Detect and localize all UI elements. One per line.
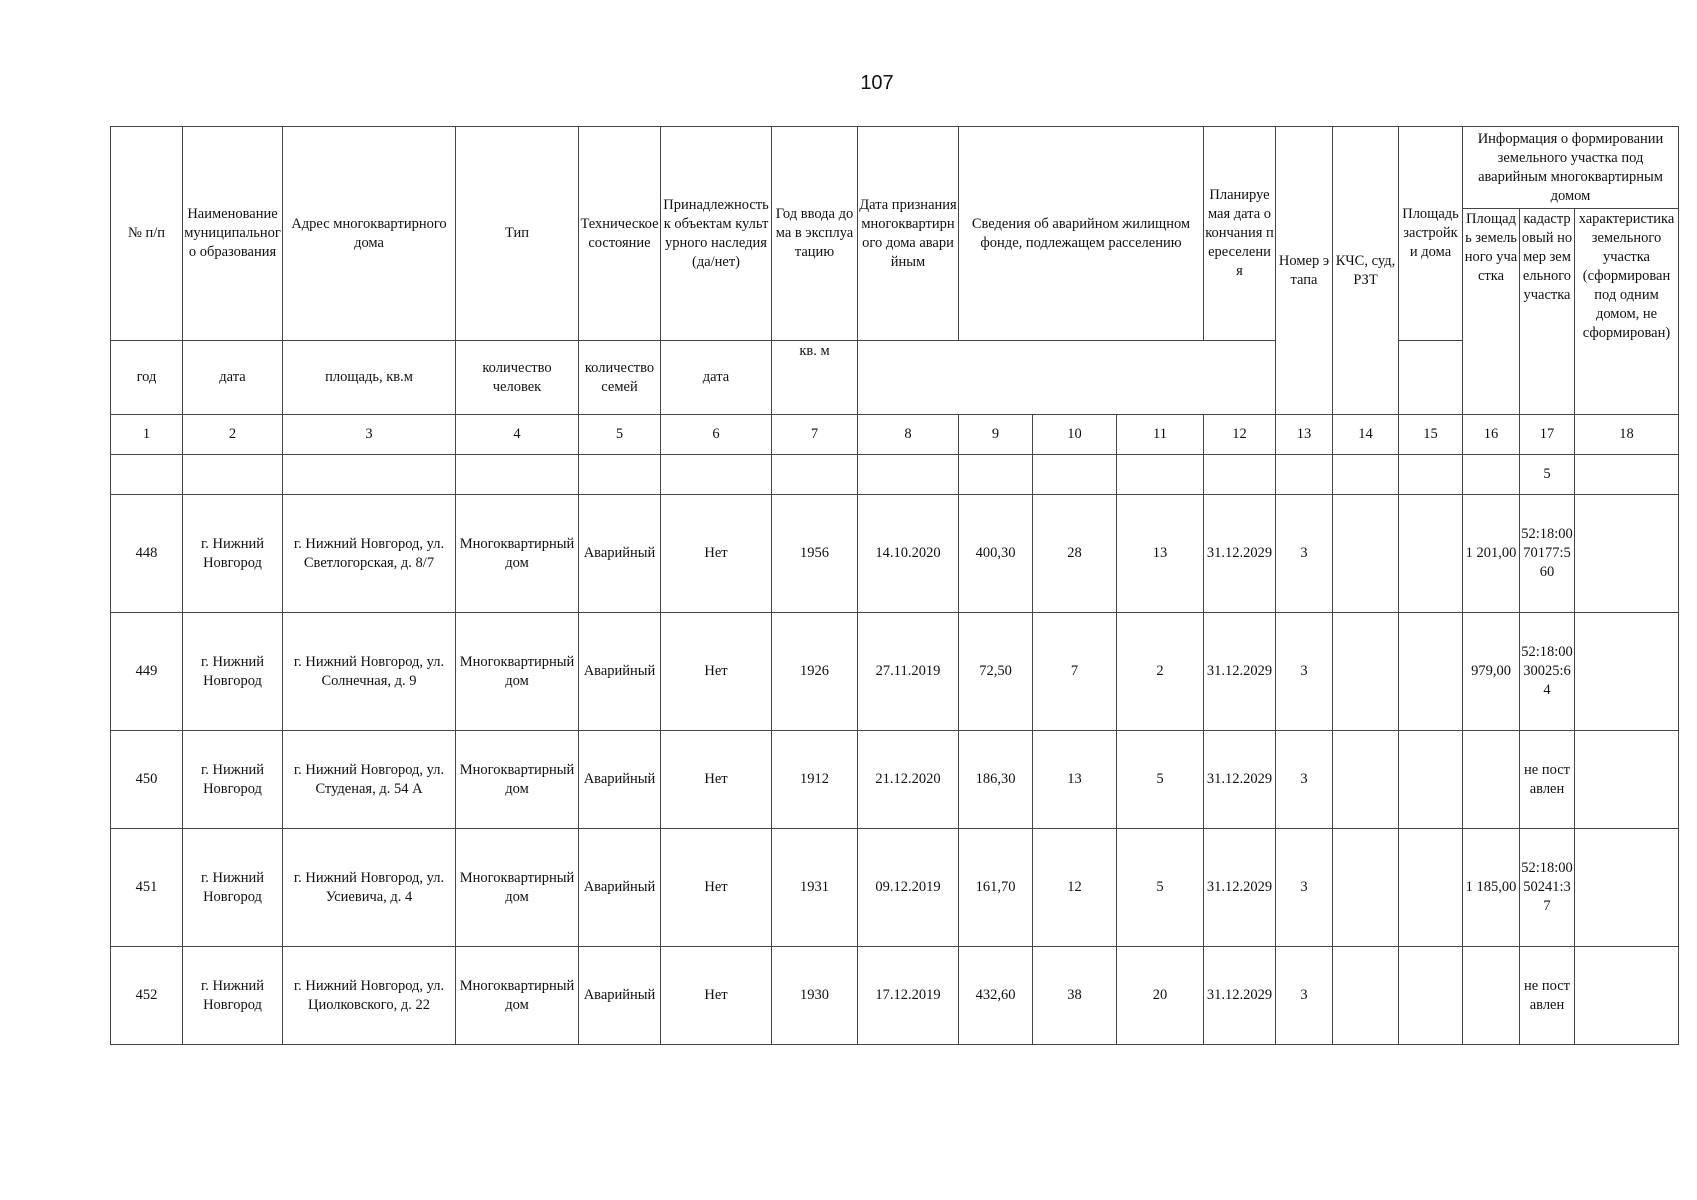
column-number: 15 — [1399, 415, 1463, 455]
header-c8: Дата признания многоквартирного дома аварийным — [858, 127, 959, 341]
column-number: 17 — [1520, 415, 1575, 455]
cell-year: 1956 — [772, 495, 858, 613]
cell-char — [1575, 731, 1679, 829]
cell-n: 450 — [111, 731, 183, 829]
header-group-16-18: Информация о формировании земельного участка под аварийным многоквартирным домом — [1463, 127, 1679, 209]
column-number: 16 — [1463, 415, 1520, 455]
cont-cell — [1333, 455, 1399, 495]
table-row — [111, 613, 1679, 731]
cont-cell — [579, 455, 661, 495]
cell-date: 17.12.2019 — [858, 947, 959, 1045]
cell-stage: 3 — [1276, 495, 1333, 613]
header-group-9-11: Сведения об аварийном жилищном фонде, подлежащем расселению — [959, 127, 1204, 341]
cell-families: 13 — [1117, 495, 1204, 613]
cell-area: 72,50 — [959, 613, 1033, 731]
cell-type: Многоквартирный дом — [456, 731, 579, 829]
cell-year: 1930 — [772, 947, 858, 1045]
header-u7: год — [111, 341, 183, 415]
cell-n: 451 — [111, 829, 183, 947]
column-number: 4 — [456, 415, 579, 455]
cell-families: 5 — [1117, 731, 1204, 829]
cell-addr: г. Нижний Новгород, ул. Студеная, д. 54 А — [283, 731, 456, 829]
cell-cadastre: 52:18:0050241:37 — [1520, 829, 1575, 947]
column-number: 12 — [1204, 415, 1276, 455]
header-c4: Тип — [456, 127, 579, 341]
cell-build-area — [1399, 829, 1463, 947]
cell-plan: 31.12.2029 — [1204, 947, 1276, 1045]
header-c5: Техническое состояние — [579, 127, 661, 341]
cell-stage: 3 — [1276, 947, 1333, 1045]
header-row-1 — [111, 127, 1679, 209]
page-number: 107 — [860, 72, 894, 94]
cell-plan: 31.12.2029 — [1204, 613, 1276, 731]
column-number: 8 — [858, 415, 959, 455]
cont-cell — [1399, 455, 1463, 495]
cell-year: 1931 — [772, 829, 858, 947]
cont-cell — [1117, 455, 1204, 495]
header-c15: Площадь застройки дома — [1399, 127, 1463, 341]
cell-heritage: Нет — [661, 829, 772, 947]
column-number: 5 — [579, 415, 661, 455]
table-row — [111, 495, 1679, 613]
cell-build-area — [1399, 947, 1463, 1045]
cell-plan: 31.12.2029 — [1204, 829, 1276, 947]
column-number: 13 — [1276, 415, 1333, 455]
cell-type: Многоквартирный дом — [456, 829, 579, 947]
header-c1: № п/п — [111, 127, 183, 341]
column-number: 18 — [1575, 415, 1679, 455]
header-row-3 — [111, 341, 1679, 415]
header-u11: количество семей — [579, 341, 661, 415]
cont-cell — [283, 455, 456, 495]
cell-area: 186,30 — [959, 731, 1033, 829]
cont-cell — [772, 455, 858, 495]
table-row — [111, 829, 1679, 947]
cont-cadastre: 5 — [1520, 455, 1575, 495]
header-c17: кадастровый номер земельного участка — [1520, 209, 1575, 415]
cont-cell — [456, 455, 579, 495]
cell-kchs — [1333, 947, 1399, 1045]
column-number: 10 — [1033, 415, 1117, 455]
column-number: 1 — [111, 415, 183, 455]
data-rows — [111, 495, 1679, 1045]
cell-land-area: 1 201,00 — [1463, 495, 1520, 613]
cell-people: 7 — [1033, 613, 1117, 731]
cell-people: 28 — [1033, 495, 1117, 613]
table-row — [111, 731, 1679, 829]
cell-state: Аварийный — [579, 495, 661, 613]
cell-kchs — [1333, 731, 1399, 829]
cell-people: 38 — [1033, 947, 1117, 1045]
column-numbers-row — [111, 415, 1679, 455]
cell-state: Аварийный — [579, 947, 661, 1045]
header-c3: Адрес многоквартирного дома — [283, 127, 456, 341]
cell-addr: г. Нижний Новгород, ул. Циолковского, д. 22 — [283, 947, 456, 1045]
cell-plan: 31.12.2029 — [1204, 731, 1276, 829]
cell-mun: г. Нижний Новгород — [183, 495, 283, 613]
cell-land-area: 979,00 — [1463, 613, 1520, 731]
cell-plan: 31.12.2029 — [1204, 495, 1276, 613]
cell-kchs — [1333, 613, 1399, 731]
cell-stage: 3 — [1276, 613, 1333, 731]
cell-heritage: Нет — [661, 495, 772, 613]
column-number: 14 — [1333, 415, 1399, 455]
cell-cadastre: не поставлен — [1520, 947, 1575, 1045]
cont-cell — [661, 455, 772, 495]
cont-cell — [959, 455, 1033, 495]
cell-char — [1575, 613, 1679, 731]
column-number: 2 — [183, 415, 283, 455]
cont-cell — [183, 455, 283, 495]
header-u10: количество человек — [456, 341, 579, 415]
cell-heritage: Нет — [661, 731, 772, 829]
cont-cell — [1204, 455, 1276, 495]
cell-date: 09.12.2019 — [858, 829, 959, 947]
continuation-row — [111, 455, 1679, 495]
cell-date: 14.10.2020 — [858, 495, 959, 613]
header-c13: Номер этапа — [1276, 127, 1333, 415]
header-u15: кв. м — [772, 341, 858, 415]
cell-type: Многоквартирный дом — [456, 947, 579, 1045]
cell-mun: г. Нижний Новгород — [183, 731, 283, 829]
cell-kchs — [1333, 829, 1399, 947]
cell-build-area — [1399, 731, 1463, 829]
cell-build-area — [1399, 495, 1463, 613]
cont-cell — [1276, 455, 1333, 495]
cell-mun: г. Нижний Новгород — [183, 613, 283, 731]
emergency-housing-table — [110, 126, 1679, 1045]
cell-families: 20 — [1117, 947, 1204, 1045]
cell-cadastre: 52:18:0030025:64 — [1520, 613, 1575, 731]
cell-char — [1575, 947, 1679, 1045]
cell-heritage: Нет — [661, 613, 772, 731]
cell-families: 5 — [1117, 829, 1204, 947]
header-u12: дата — [661, 341, 772, 415]
cell-year: 1912 — [772, 731, 858, 829]
cont-cell — [111, 455, 183, 495]
header-u9: площадь, кв.м — [283, 341, 456, 415]
cell-people: 13 — [1033, 731, 1117, 829]
header-c6: Принадлежность к объектам культурного наследия (да/нет) — [661, 127, 772, 341]
header-u8: дата — [183, 341, 283, 415]
cell-date: 21.12.2020 — [858, 731, 959, 829]
cell-stage: 3 — [1276, 829, 1333, 947]
cell-area: 161,70 — [959, 829, 1033, 947]
header-c18: характеристика земельного участка (сформирован под одним домом, не сформирован) — [1575, 209, 1679, 415]
cell-state: Аварийный — [579, 613, 661, 731]
cell-land-area: 1 185,00 — [1463, 829, 1520, 947]
cont-cell — [1463, 455, 1520, 495]
header-c7: Год ввода дома в эксплуатацию — [772, 127, 858, 341]
cell-mun: г. Нижний Новгород — [183, 829, 283, 947]
cell-land-area — [1463, 947, 1520, 1045]
table-row — [111, 947, 1679, 1045]
cell-area: 400,30 — [959, 495, 1033, 613]
cell-n: 449 — [111, 613, 183, 731]
cell-land-area — [1463, 731, 1520, 829]
cell-addr: г. Нижний Новгород, ул. Светлогорская, д. 8/7 — [283, 495, 456, 613]
cell-n: 452 — [111, 947, 183, 1045]
header-c2: Наименование муниципального образования — [183, 127, 283, 341]
cell-state: Аварийный — [579, 731, 661, 829]
cell-char — [1575, 829, 1679, 947]
cell-type: Многоквартирный дом — [456, 495, 579, 613]
header-c14: КЧС, суд, РЗТ — [1333, 127, 1399, 415]
cell-n: 448 — [111, 495, 183, 613]
cont-cell — [858, 455, 959, 495]
cell-heritage: Нет — [661, 947, 772, 1045]
cell-area: 432,60 — [959, 947, 1033, 1045]
cell-addr: г. Нижний Новгород, ул. Усиевича, д. 4 — [283, 829, 456, 947]
column-number: 6 — [661, 415, 772, 455]
header-c16: Площадь земельного участка — [1463, 209, 1520, 415]
cont-cell — [1575, 455, 1679, 495]
column-number: 7 — [772, 415, 858, 455]
cell-year: 1926 — [772, 613, 858, 731]
cell-state: Аварийный — [579, 829, 661, 947]
cell-families: 2 — [1117, 613, 1204, 731]
column-number: 3 — [283, 415, 456, 455]
column-number: 11 — [1117, 415, 1204, 455]
header-c12: Планируемая дата окончания переселения — [1204, 127, 1276, 341]
column-number: 9 — [959, 415, 1033, 455]
cell-char — [1575, 495, 1679, 613]
cell-addr: г. Нижний Новгород, ул. Солнечная, д. 9 — [283, 613, 456, 731]
cell-date: 27.11.2019 — [858, 613, 959, 731]
cell-cadastre: 52:18:0070177:560 — [1520, 495, 1575, 613]
cell-kchs — [1333, 495, 1399, 613]
cell-type: Многоквартирный дом — [456, 613, 579, 731]
cell-mun: г. Нижний Новгород — [183, 947, 283, 1045]
cell-stage: 3 — [1276, 731, 1333, 829]
cell-people: 12 — [1033, 829, 1117, 947]
cell-build-area — [1399, 613, 1463, 731]
cell-cadastre: не поставлен — [1520, 731, 1575, 829]
cont-cell — [1033, 455, 1117, 495]
